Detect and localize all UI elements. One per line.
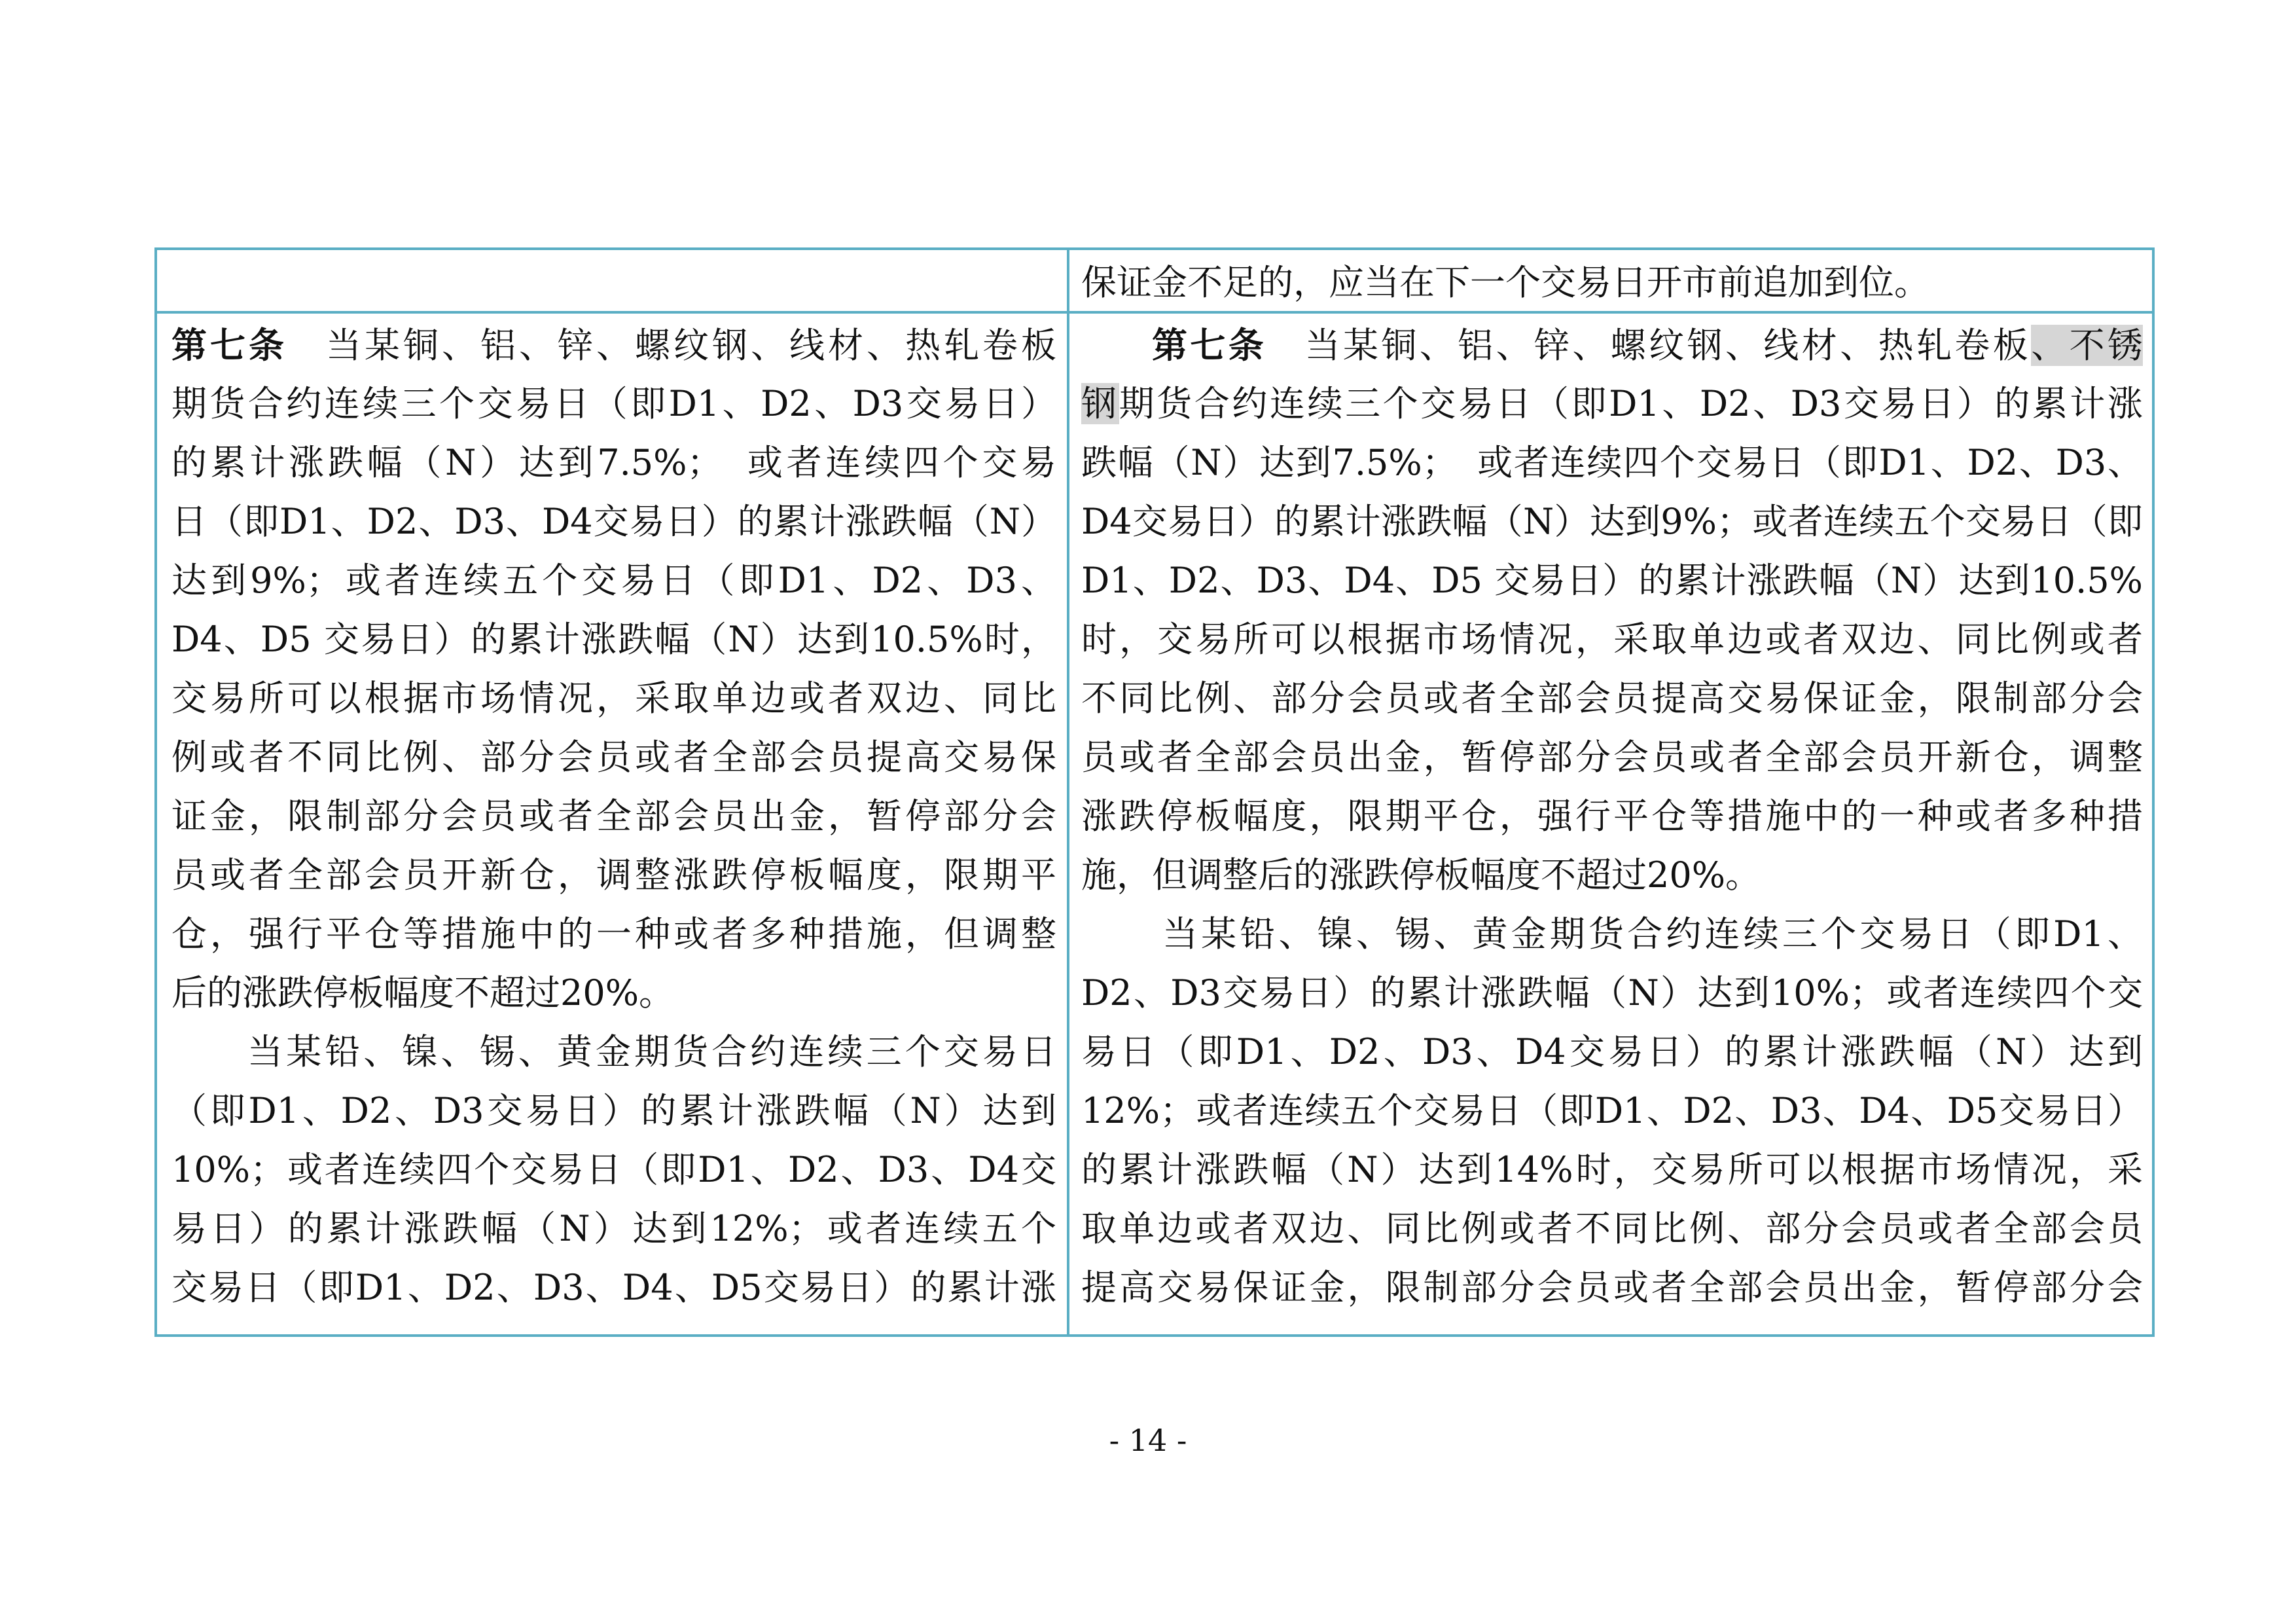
left-p1-line: 仓，强行平仓等措施中的一种或者多种措施，但调整 <box>171 913 1056 955</box>
right-article-second-line <box>1081 374 2143 433</box>
page-number: - 14 - <box>1109 1423 1187 1458</box>
right-p1-line: D1、D2、D3、D4、D5 交易日）的累计涨跌幅（N）达到10.5% <box>1081 560 2143 601</box>
right-article-second-line-text: 期货合约连续三个交易日（即D1、D2、D3交易日）的累计涨 <box>1119 383 2143 424</box>
right-p2-line: 12%；或者连续五个交易日（即D1、D2、D3、D4、D5交易日） <box>1081 1090 2143 1131</box>
right-p1-line: 跌幅（N）达到7.5%； 或者连续四个交易日（即D1、D2、D3、 <box>1081 442 2143 483</box>
left-p1-line: 期货合约连续三个交易日（即D1、D2、D3交易日） <box>171 383 1056 424</box>
right-p2-line: 当某铅、镍、锡、黄金期货合约连续三个交易日（即D1、 <box>1162 913 2143 955</box>
right-p1-line: 施，但调整后的涨跌停板幅度不超过20%。 <box>1081 854 1761 896</box>
right-p1-line: 时，交易所可以根据市场情况，采取单边或者双边、同比例或者 <box>1081 619 2143 660</box>
left-article-first-line <box>171 316 1056 374</box>
left-p1-line: 证金，限制部分会员或者全部会员出金，暂停部分会 <box>171 795 1056 837</box>
row1-right-line: 保证金不足的，应当在下一个交易日开市前追加到位。 <box>1081 262 1929 303</box>
left-p2-line: 当某铅、镍、锡、黄金期货合约连续三个交易日 <box>247 1031 1056 1072</box>
table-column-divider <box>1067 250 1069 1334</box>
left-p1-line: 员或者全部会员开新仓，调整涨跌停板幅度，限期平 <box>171 854 1056 896</box>
added-text-highlight: 、不锈 <box>2031 325 2143 366</box>
left-p1-line: 达到9%；或者连续五个交易日（即D1、D2、D3、 <box>171 560 1056 601</box>
added-text-highlight: 钢 <box>1081 383 1119 424</box>
right-p1-line: 不同比例、部分会员或者全部会员提高交易保证金，限制部分会 <box>1081 678 2143 719</box>
table-row-divider <box>157 311 2152 314</box>
right-p2-line: 的累计涨跌幅（N）达到14%时，交易所可以根据市场情况，采 <box>1081 1149 2143 1190</box>
left-article-heading: 第七条 <box>171 324 287 366</box>
left-p1-line: D4、D5 交易日）的累计涨跌幅（N）达到10.5%时， <box>171 619 1056 660</box>
left-article-first-line-text: 当某铜、铝、锌、螺纹钢、线材、热轧卷板 <box>326 325 1056 366</box>
original-text-cell <box>171 316 1056 1334</box>
right-article-first-line-text: 当某铜、铝、锌、螺纹钢、线材、热轧卷板 <box>1304 325 2032 366</box>
row1-right-cell <box>1081 255 2142 310</box>
left-p2-line: 交易日（即D1、D2、D3、D4、D5交易日）的累计涨 <box>171 1267 1056 1308</box>
left-p1-line: 例或者不同比例、部分会员或者全部会员提高交易保 <box>171 737 1056 778</box>
right-p2-line: 易日（即D1、D2、D3、D4交易日）的累计涨跌幅（N）达到 <box>1081 1031 2143 1072</box>
left-p2-line: （即D1、D2、D3交易日）的累计涨跌幅（N）达到 <box>171 1090 1056 1131</box>
right-p2-line: D2、D3交易日）的累计涨跌幅（N）达到10%；或者连续四个交 <box>1081 972 2143 1013</box>
right-p2-line: 取单边或者双边、同比例或者不同比例、部分会员或者全部会员 <box>1081 1208 2143 1249</box>
right-article-heading: 第七条 <box>1152 324 1267 366</box>
right-article-first-line <box>1081 316 2143 374</box>
right-p1-line: D4交易日）的累计涨跌幅（N）达到9%；或者连续五个交易日（即 <box>1081 501 2143 542</box>
right-p1-line: 员或者全部会员出金，暂停部分会员或者全部会员开新仓，调整 <box>1081 737 2143 778</box>
left-p2-line: 易日）的累计涨跌幅（N）达到12%；或者连续五个 <box>171 1208 1056 1249</box>
comparison-table <box>154 247 2155 1337</box>
revised-text-cell <box>1081 316 2143 1334</box>
left-p1-line: 的累计涨跌幅（N）达到7.5%； 或者连续四个交易 <box>171 442 1056 483</box>
left-p1-line: 交易所可以根据市场情况，采取单边或者双边、同比 <box>171 678 1056 719</box>
left-p2-line: 10%；或者连续四个交易日（即D1、D2、D3、D4交 <box>171 1149 1056 1190</box>
right-p2-line: 提高交易保证金，限制部分会员或者全部会员出金，暂停部分会 <box>1081 1267 2143 1308</box>
right-p1-line: 涨跌停板幅度，限期平仓，强行平仓等措施中的一种或者多种措 <box>1081 795 2143 837</box>
left-p1-line: 日（即D1、D2、D3、D4交易日）的累计涨跌幅（N） <box>171 501 1056 542</box>
left-p1-line: 后的涨跌停板幅度不超过20%。 <box>171 972 675 1013</box>
